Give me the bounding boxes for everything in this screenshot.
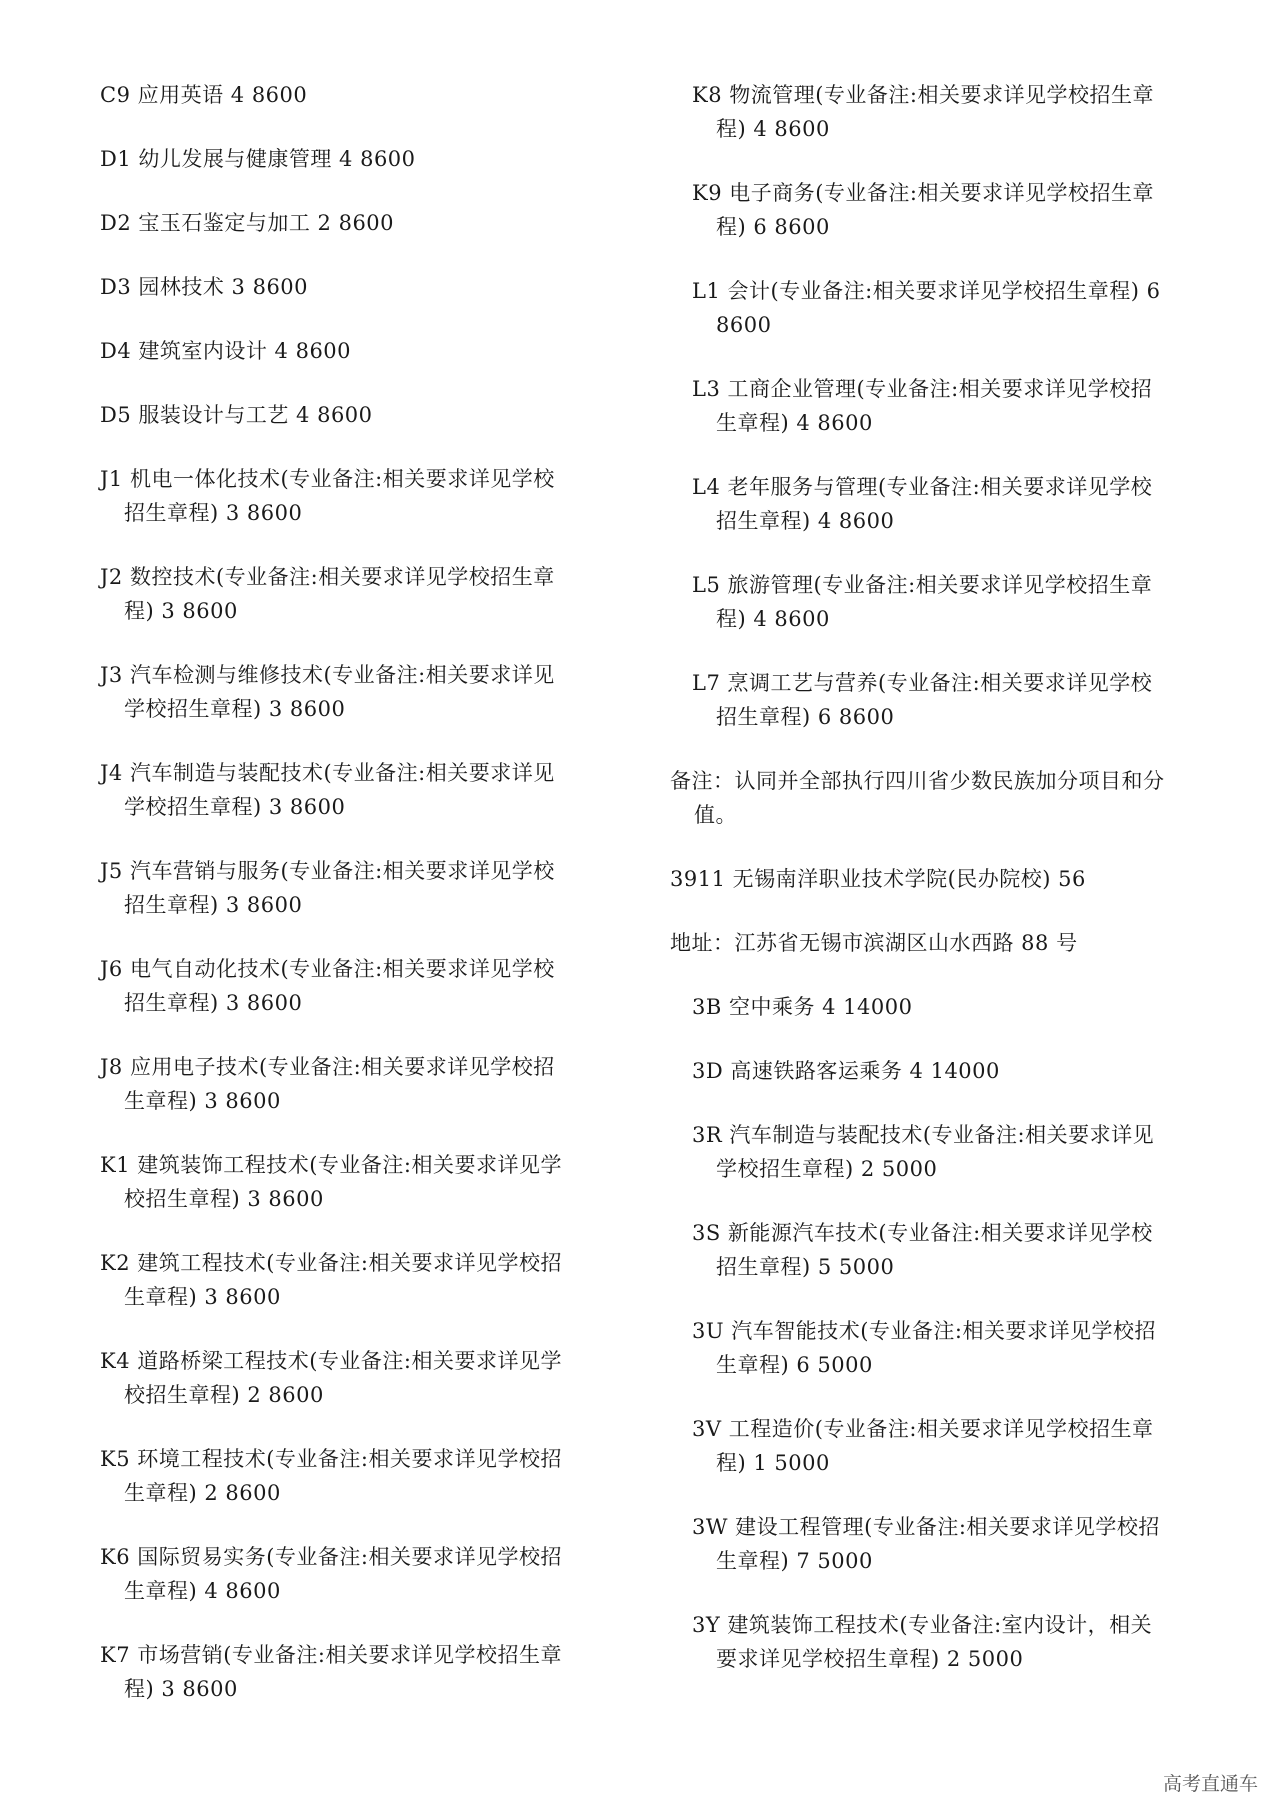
major-entry-line: K5 环境工程技术(专业备注:相关要求详见学校招: [100, 1447, 562, 1471]
major-entry-line: J8 应用电子技术(专业备注:相关要求详见学校招: [100, 1055, 555, 1079]
major-entry-line: 招生章程) 3 8600: [124, 501, 303, 525]
major-entry: [100, 334, 635, 368]
major-entry-line: D3 园林技术 3 8600: [100, 275, 309, 299]
major-entry-line: J6 电气自动化技术(专业备注:相关要求详见学校: [100, 957, 555, 981]
major-entry: [692, 78, 1225, 146]
major-entry-line: J4 汽车制造与装配技术(专业备注:相关要求详见: [100, 761, 555, 785]
major-entry-line: J3 汽车检测与维修技术(专业备注:相关要求详见: [100, 663, 555, 687]
major-entry-line: L4 老年服务与管理(专业备注:相关要求详见学校: [692, 475, 1153, 499]
major-entry: [692, 1118, 1225, 1186]
major-entry-line: K4 道路桥梁工程技术(专业备注:相关要求详见学: [100, 1349, 562, 1373]
major-entry: [100, 1246, 635, 1314]
major-entry-line: D5 服装设计与工艺 4 8600: [100, 403, 373, 427]
note-text-line: 值。: [694, 803, 737, 827]
major-entry: [692, 1054, 1225, 1088]
major-entry-line: L5 旅游管理(专业备注:相关要求详见学校招生章: [692, 573, 1153, 597]
major-entry-line: 招生章程) 3 8600: [124, 991, 303, 1015]
major-entry: [100, 142, 635, 176]
major-entry-line: 3W 建设工程管理(专业备注:相关要求详见学校招: [692, 1515, 1160, 1539]
major-entry-line: 生章程) 4 8600: [124, 1579, 281, 1603]
major-entry: [692, 666, 1225, 734]
major-entry-line: 生章程) 4 8600: [716, 411, 873, 435]
major-entry: [100, 1050, 635, 1118]
major-entry: [692, 1314, 1225, 1382]
major-entry-line: 程) 6 8600: [716, 215, 830, 239]
major-entry-line: K6 国际贸易实务(专业备注:相关要求详见学校招: [100, 1545, 562, 1569]
major-entry: [692, 1412, 1225, 1480]
major-entry-line: 3S 新能源汽车技术(专业备注:相关要求详见学校: [692, 1221, 1153, 1245]
major-entry: [692, 1510, 1225, 1578]
major-entry: [692, 568, 1225, 636]
major-entry: [100, 398, 635, 432]
major-entry: [100, 270, 635, 304]
major-entry-line: 3Y 建筑装饰工程技术(专业备注:室内设计，相关: [692, 1613, 1153, 1637]
major-entry-line: 校招生章程) 2 8600: [124, 1383, 324, 1407]
major-entry-line: 要求详见学校招生章程) 2 5000: [716, 1647, 1024, 1671]
note-text: [670, 764, 1225, 832]
major-entry-line: L7 烹调工艺与营养(专业备注:相关要求详见学校: [692, 671, 1153, 695]
major-entry-line: J2 数控技术(专业备注:相关要求详见学校招生章: [100, 565, 555, 589]
major-entry: [100, 1344, 635, 1412]
major-entry-line: L1 会计(专业备注:相关要求详见学校招生章程) 6: [692, 279, 1161, 303]
major-entry-line: 3U 汽车智能技术(专业备注:相关要求详见学校招: [692, 1319, 1157, 1343]
note-text-line: 备注：认同并全部执行四川省少数民族加分项目和分: [670, 769, 1165, 793]
major-entry-line: D4 建筑室内设计 4 8600: [100, 339, 352, 363]
major-entry: [100, 658, 635, 726]
watermark: 高考直通车: [1162, 1773, 1258, 1795]
major-entry: [100, 560, 635, 628]
major-entry-line: 招生章程) 3 8600: [124, 893, 303, 917]
major-entry: [692, 990, 1225, 1024]
major-entry-line: 生章程) 2 8600: [124, 1481, 281, 1505]
major-entry-line: 8600: [716, 313, 772, 337]
major-entry: [100, 206, 635, 240]
major-entry-line: K9 电子商务(专业备注:相关要求详见学校招生章: [692, 181, 1154, 205]
major-entry: [692, 470, 1225, 538]
major-entry: [100, 1638, 635, 1706]
major-entry-line: 3B 空中乘务 4 14000: [692, 995, 913, 1019]
major-entry-line: 招生章程) 6 8600: [716, 705, 895, 729]
major-entry-line: 学校招生章程) 3 8600: [124, 697, 346, 721]
major-entry-line: C9 应用英语 4 8600: [100, 83, 308, 107]
major-entry: [692, 1608, 1225, 1676]
major-entry: [692, 274, 1225, 342]
major-entry: [692, 1216, 1225, 1284]
major-entry-line: 程) 3 8600: [124, 599, 238, 623]
major-entry-line: K8 物流管理(专业备注:相关要求详见学校招生章: [692, 83, 1154, 107]
major-entry: [100, 78, 635, 112]
major-entry-line: L3 工商企业管理(专业备注:相关要求详见学校招: [692, 377, 1153, 401]
major-entry-line: 程) 3 8600: [124, 1677, 238, 1701]
major-entry-line: D2 宝玉石鉴定与加工 2 8600: [100, 211, 395, 235]
major-entry: [100, 1148, 635, 1216]
major-entry-line: 生章程) 6 5000: [716, 1353, 873, 1377]
major-entry-line: 3R 汽车制造与装配技术(专业备注:相关要求详见: [692, 1123, 1155, 1147]
major-entry: [100, 756, 635, 824]
major-entry-line: 3D 高速铁路客运乘务 4 14000: [692, 1059, 1000, 1083]
school-address: 地址：江苏省无锡市滨湖区山水西路 88 号: [670, 931, 1078, 955]
school-title: 3911 无锡南洋职业技术学院(民办院校) 56: [670, 867, 1086, 891]
major-entry-line: 学校招生章程) 3 8600: [124, 795, 346, 819]
major-entry-line: 生章程) 7 5000: [716, 1549, 873, 1573]
major-entry-line: 程) 1 5000: [716, 1451, 830, 1475]
major-entry: [100, 952, 635, 1020]
major-entry-line: 招生章程) 5 5000: [716, 1255, 895, 1279]
major-entry-line: K2 建筑工程技术(专业备注:相关要求详见学校招: [100, 1251, 562, 1275]
major-entry-line: 程) 4 8600: [716, 607, 830, 631]
major-entry: [100, 462, 635, 530]
major-entry: [692, 372, 1225, 440]
major-entry: [692, 176, 1225, 244]
major-entry-line: 3V 工程造价(专业备注:相关要求详见学校招生章: [692, 1417, 1154, 1441]
major-entry-line: 程) 4 8600: [716, 117, 830, 141]
major-entry: [100, 1442, 635, 1510]
major-entry-line: J1 机电一体化技术(专业备注:相关要求详见学校: [100, 467, 555, 491]
major-entry-line: K7 市场营销(专业备注:相关要求详见学校招生章: [100, 1643, 562, 1667]
major-entry-line: 校招生章程) 3 8600: [124, 1187, 324, 1211]
major-entry: [100, 854, 635, 922]
major-entry-line: 生章程) 3 8600: [124, 1285, 281, 1309]
major-entry-line: K1 建筑装饰工程技术(专业备注:相关要求详见学: [100, 1153, 562, 1177]
major-entry-line: J5 汽车营销与服务(专业备注:相关要求详见学校: [100, 859, 555, 883]
major-entry: [100, 1540, 635, 1608]
major-entry-line: 招生章程) 4 8600: [716, 509, 895, 533]
major-entry-line: 生章程) 3 8600: [124, 1089, 281, 1113]
major-entry-line: D1 幼儿发展与健康管理 4 8600: [100, 147, 416, 171]
major-entry-line: 学校招生章程) 2 5000: [716, 1157, 938, 1181]
